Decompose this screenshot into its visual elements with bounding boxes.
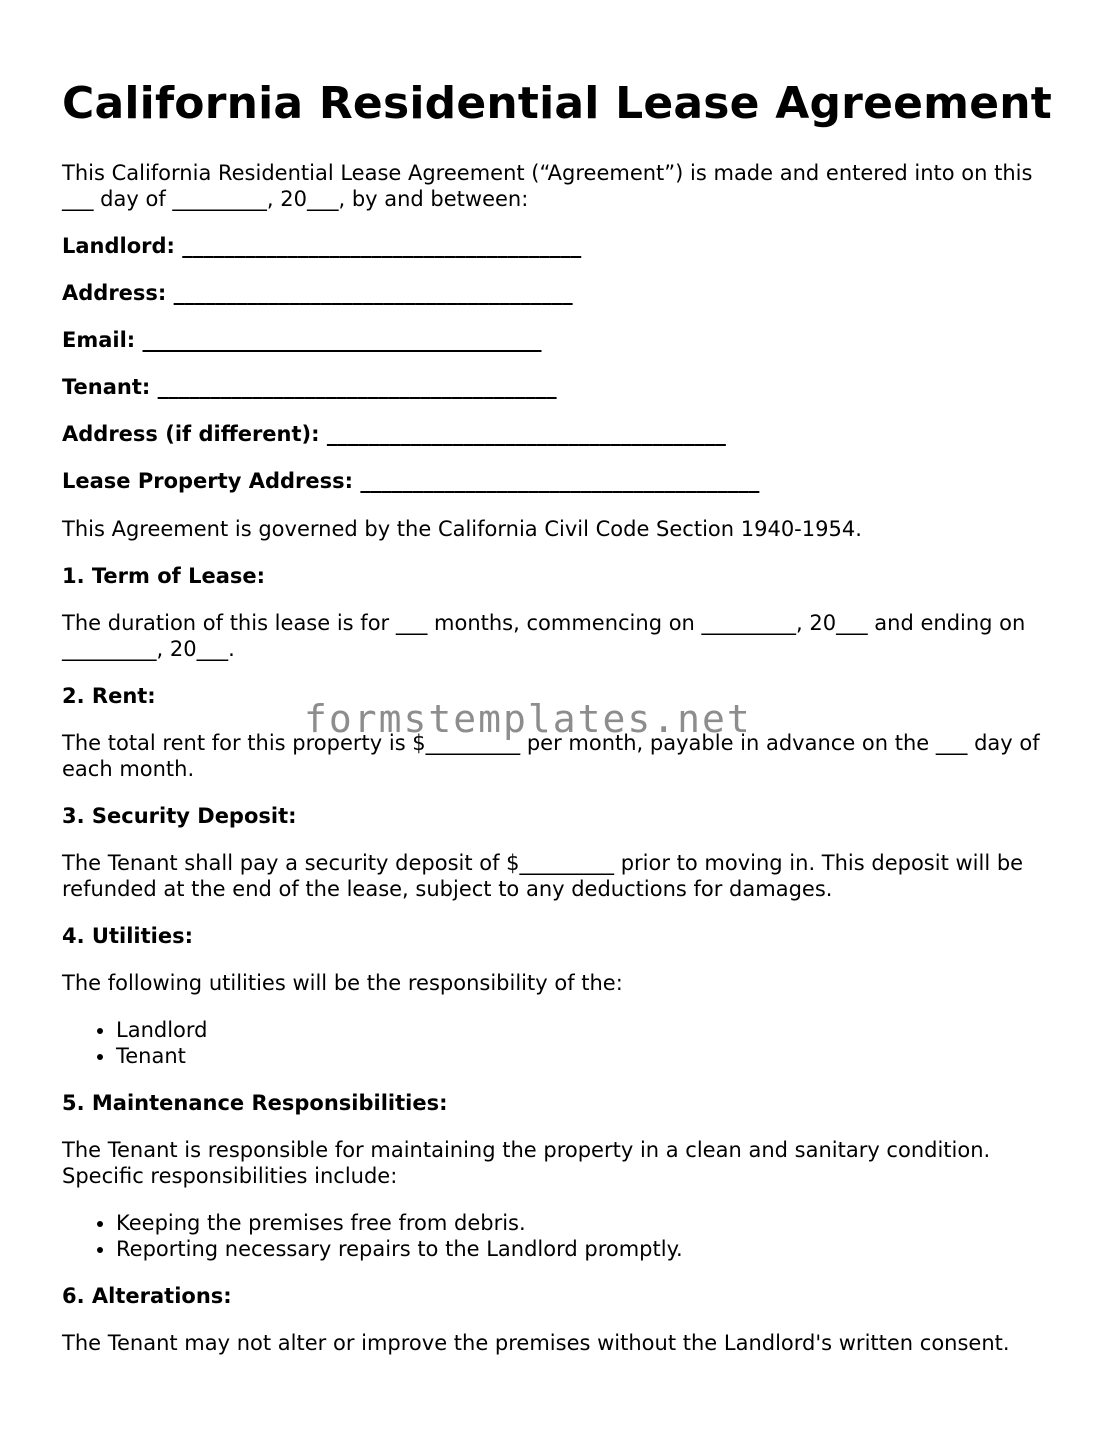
maintenance-list — [62, 1210, 1052, 1262]
list-item: • Keeping the premises free from debris. — [116, 1210, 1052, 1236]
list-item: • Reporting necessary repairs to the Landlord promptly. — [116, 1236, 1052, 1262]
section-deposit-body: The Tenant shall pay a security deposit of $_________ prior to moving in. This deposit will be refunded at the end of the lease, subject to any deductions for damages. — [62, 851, 1024, 901]
tenant-address-field[interactable]: Address (if different): ______________________________________ — [62, 422, 726, 446]
section-maintenance-body: The Tenant is responsible for maintaining the property in a clean and sanitary condition. Specific responsibilities include: — [62, 1138, 991, 1188]
section-utilities-heading: 4. Utilities: — [62, 924, 193, 948]
lease-property-address-field[interactable]: Lease Property Address: ______________________________________ — [62, 469, 760, 493]
list-item: • Tenant — [116, 1043, 1052, 1069]
landlord-field[interactable]: Landlord: ______________________________________ — [62, 234, 582, 258]
section-maintenance-heading: 5. Maintenance Responsibilities: — [62, 1091, 448, 1115]
section-utilities-body: The following utilities will be the responsibility of the: — [62, 971, 623, 995]
landlord-address-field[interactable]: Address: ______________________________________ — [62, 281, 573, 305]
section-deposit-heading: 3. Security Deposit: — [62, 804, 297, 828]
section-rent-heading: 2. Rent: — [62, 684, 156, 708]
list-item: • Landlord — [116, 1017, 1052, 1043]
utilities-list — [62, 1017, 1052, 1069]
section-rent-body: The total rent for this property is $_________ per month, payable in advance on the ___ day of each month. — [62, 731, 1040, 781]
section-term-body: The duration of this lease is for ___ months, commencing on _________, 20___ and ending on _________, 20___. — [62, 611, 1026, 661]
section-alterations-heading: 6. Alterations: — [62, 1284, 232, 1308]
watermark: formstemplates.net — [304, 697, 752, 741]
page-title: California Residential Lease Agreement — [62, 78, 1052, 129]
email-field[interactable]: Email: ______________________________________ — [62, 328, 542, 352]
tenant-field[interactable]: Tenant: ______________________________________ — [62, 375, 557, 399]
governing-law-text: This Agreement is governed by the California Civil Code Section 1940-1954. — [62, 517, 862, 541]
section-term-heading: 1. Term of Lease: — [62, 564, 266, 588]
section-alterations-body: The Tenant may not alter or improve the premises without the Landlord's written consent. — [62, 1331, 1010, 1355]
intro-paragraph: This California Residential Lease Agreement (“Agreement”) is made and entered into on this ___ day of _________, 20___, by and between: — [62, 161, 1033, 211]
